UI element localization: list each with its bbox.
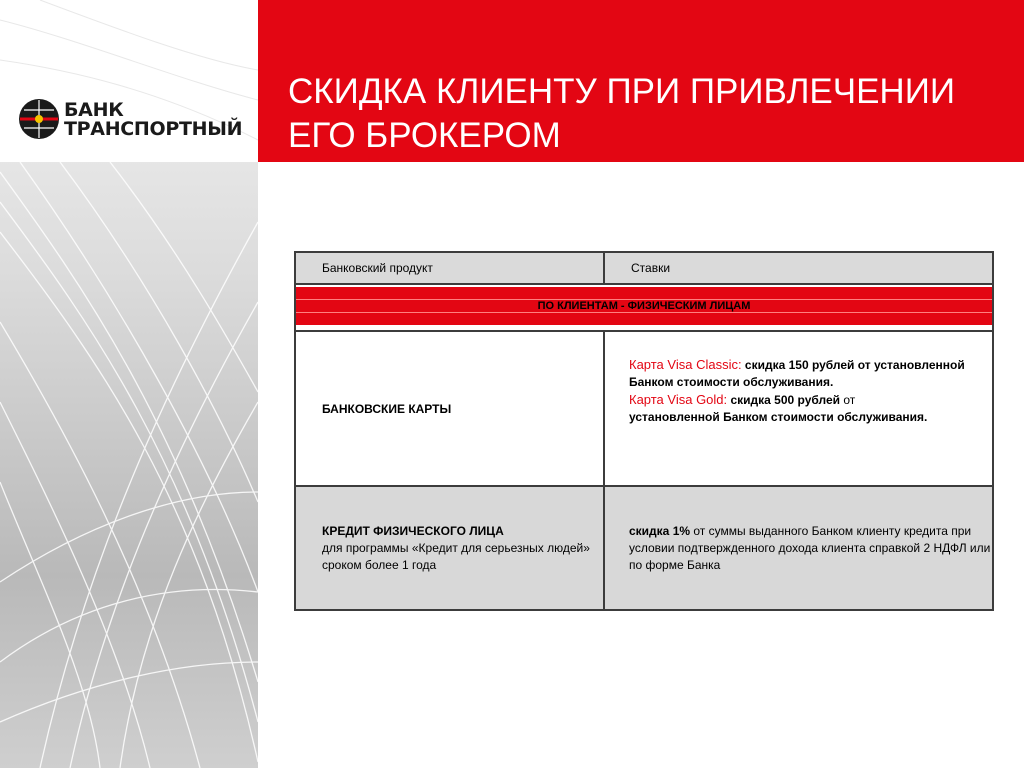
credit-rate-bold: скидка 1% (629, 524, 691, 538)
product-credit (296, 487, 605, 609)
section-label: ПО КЛИЕНТАМ - ФИЗИЧЕСКИМ ЛИЦАМ (537, 300, 751, 312)
bank-logo-icon (18, 98, 60, 140)
title-line-2: ЕГО БРОКЕРОМ (288, 116, 561, 155)
visa-gold-text-normal: от (840, 393, 856, 407)
credit-title: КРЕДИТ ФИЗИЧЕСКОГО ЛИЦА (322, 524, 504, 538)
left-decor-panel (0, 0, 258, 768)
table-row-cards (296, 332, 992, 487)
visa-gold-label: Карта Visa Gold: (629, 392, 728, 407)
discount-table (294, 251, 994, 611)
table-row-credit (296, 487, 992, 609)
section-row (296, 285, 992, 332)
page-title (288, 70, 1008, 158)
product-cards: БАНКОВСКИЕ КАРТЫ (296, 332, 605, 485)
rate-cards (605, 332, 992, 485)
bank-logo[interactable] (18, 98, 253, 142)
visa-gold-tail: установленной Банком стоимости обслуживания. (629, 410, 928, 424)
visa-classic-text: скидка 150 рублей от установленной Банком стоимости обслуживания. (629, 358, 965, 389)
logo-line-1: БАНК (64, 99, 124, 121)
table-header-row (296, 253, 992, 285)
logo-line-2: ТРАНСПОРТНЫЙ (64, 118, 243, 140)
decorative-lines (0, 162, 258, 768)
header-rates: Ставки (631, 261, 671, 275)
credit-rate-text: от суммы выданного Банком клиенту кредита при условии подтвержденного дохода клиента справкой 2 НДФЛ или по форме Банка (629, 524, 991, 572)
logo-area (0, 0, 258, 162)
visa-classic-label: Карта Visa Classic: (629, 357, 742, 372)
title-line-1: СКИДКА КЛИЕНТУ ПРИ ПРИВЛЕЧЕНИИ (288, 72, 956, 111)
bank-logo-text (64, 101, 242, 139)
header-product: Банковский продукт (296, 253, 605, 283)
rate-credit (605, 487, 992, 609)
visa-gold-text: скидка 500 рублей (727, 393, 840, 407)
credit-desc: для программы «Кредит для серьезных людей» сроком более 1 года (322, 541, 590, 572)
